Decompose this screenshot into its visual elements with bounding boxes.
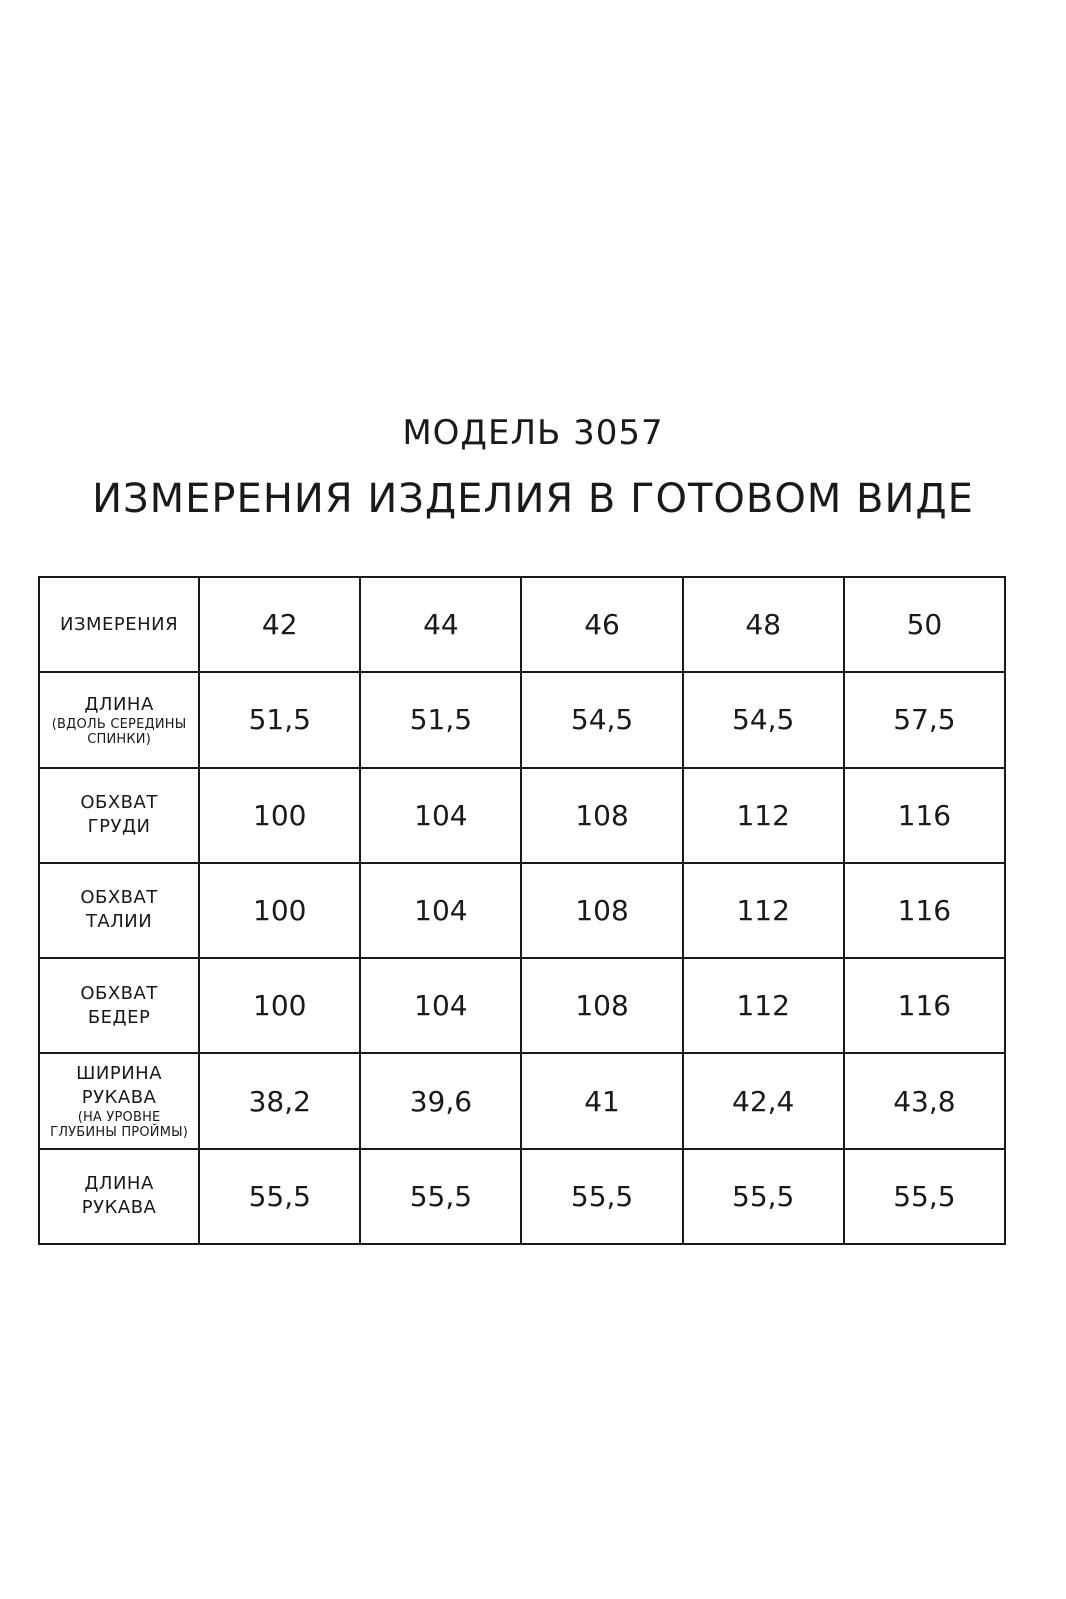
table-header-row (39, 577, 1005, 672)
size-header-cell (199, 577, 360, 672)
table-row (39, 672, 1005, 767)
measurement-value-cell (199, 672, 360, 767)
measurement-value-cell (521, 1149, 682, 1244)
measurement-value: 108 (575, 989, 629, 1023)
size-table (38, 576, 1006, 1245)
measurement-label-cell (39, 672, 199, 767)
measurement-value-cell (844, 863, 1005, 958)
measurement-value: 51,5 (248, 703, 311, 737)
size-header-value: 50 (906, 608, 943, 642)
measurement-value: 41 (584, 1084, 620, 1118)
measurement-value: 116 (897, 893, 952, 927)
measurement-value: 57,5 (893, 703, 956, 737)
size-header-cell (521, 577, 682, 672)
measurement-value: 100 (253, 989, 307, 1023)
measurement-value-cell (199, 1149, 360, 1244)
measurement-label-cell (39, 1149, 199, 1244)
measurement-value: 54,5 (732, 703, 795, 737)
measurement-value: 39,6 (409, 1084, 473, 1118)
measurement-value-cell (360, 1149, 521, 1244)
measurement-value: 51,5 (409, 703, 473, 737)
measurement-value: 55,5 (732, 1179, 795, 1213)
measurement-value: 116 (897, 798, 952, 832)
measurement-label: ОБХВАТ (80, 792, 158, 814)
table-corner-cell (39, 577, 199, 672)
measurement-value-cell (844, 1053, 1005, 1148)
measurement-value-cell (521, 1053, 682, 1148)
size-header-value: 46 (584, 608, 620, 642)
measurement-label: ШИРИНА (76, 1063, 163, 1085)
measurement-value-cell (683, 768, 844, 863)
measurement-value-cell (360, 1053, 521, 1148)
size-header-value: 48 (745, 608, 782, 642)
measurement-label: ДЛИНА (84, 693, 154, 715)
measurement-value: 112 (736, 798, 790, 832)
measurement-label: ОБХВАТ (80, 887, 158, 909)
measurement-label: ТАЛИИ (85, 911, 153, 933)
measurement-note: СПИНКИ) (87, 731, 151, 747)
size-header-value: 44 (423, 608, 459, 642)
measurement-value-cell (199, 768, 360, 863)
measurement-value-cell (844, 672, 1005, 767)
measurement-label-cell (39, 958, 199, 1053)
measurement-value: 104 (414, 893, 468, 927)
size-header-cell (683, 577, 844, 672)
measurement-note: (НА УРОВНЕ (77, 1110, 161, 1126)
size-header-cell (360, 577, 521, 672)
measurement-label: РУКАВА (81, 1197, 157, 1219)
measurement-value-cell (199, 1053, 360, 1148)
measurement-value: 108 (575, 893, 629, 927)
measurement-value-cell (360, 863, 521, 958)
measurement-label-cell (39, 863, 199, 958)
measurement-value: 104 (414, 798, 468, 832)
table-row (39, 1053, 1005, 1148)
table-row (39, 768, 1005, 863)
measurement-value-cell (360, 672, 521, 767)
measurement-value-cell (360, 768, 521, 863)
measurement-label: РУКАВА (81, 1087, 157, 1109)
measurement-value: 116 (897, 989, 952, 1023)
measurement-value: 55,5 (409, 1179, 473, 1213)
measurement-value: 100 (253, 798, 307, 832)
model-title: МОДЕЛЬ 3057 (402, 413, 664, 453)
measurement-value-cell (521, 672, 682, 767)
measurement-label: ДЛИНА (84, 1173, 154, 1195)
measurement-value-cell (521, 768, 682, 863)
measurement-value-cell (844, 958, 1005, 1053)
measurement-label: ОБХВАТ (80, 982, 158, 1004)
measurement-value: 42,4 (732, 1084, 795, 1118)
measurement-value: 112 (736, 989, 790, 1023)
measurement-label: БЕДЕР (87, 1006, 151, 1028)
measurement-value: 54,5 (570, 703, 634, 737)
measurement-value-cell (199, 863, 360, 958)
measurement-value: 104 (414, 989, 468, 1023)
measurement-note: (ВДОЛЬ СЕРЕДИНЫ (51, 716, 187, 732)
measurement-label-cell (39, 768, 199, 863)
measurement-value-cell (360, 958, 521, 1053)
measurement-value-cell (844, 1149, 1005, 1244)
measurement-value-cell (521, 863, 682, 958)
measurement-value-cell (844, 768, 1005, 863)
table-row (39, 958, 1005, 1053)
table-corner-label: ИЗМЕРЕНИЯ (60, 613, 179, 635)
measurement-label-cell (39, 1053, 199, 1148)
measurement-value: 38,2 (248, 1084, 311, 1118)
measurement-value: 100 (253, 893, 307, 927)
measurement-value-cell (683, 672, 844, 767)
size-header-value: 42 (261, 608, 298, 642)
measurement-value: 55,5 (248, 1179, 311, 1213)
table-row (39, 1149, 1005, 1244)
measurement-value-cell (521, 958, 682, 1053)
measurement-value-cell (683, 1053, 844, 1148)
measurement-value: 55,5 (893, 1179, 956, 1213)
measurement-value: 43,8 (893, 1084, 956, 1118)
measurement-value: 55,5 (570, 1179, 634, 1213)
measurement-value-cell (683, 958, 844, 1053)
table-row (39, 863, 1005, 958)
measurement-value: 112 (736, 893, 790, 927)
measurement-value: 108 (575, 798, 629, 832)
page-title: ИЗМЕРЕНИЯ ИЗДЕЛИЯ В ГОТОВОМ ВИДЕ (92, 476, 974, 522)
measurement-value-cell (199, 958, 360, 1053)
measurement-value-cell (683, 863, 844, 958)
size-header-cell (844, 577, 1005, 672)
measurement-label: ГРУДИ (87, 816, 151, 838)
measurement-note: ГЛУБИНЫ ПРОЙМЫ) (50, 1125, 189, 1141)
measurement-value-cell (683, 1149, 844, 1244)
